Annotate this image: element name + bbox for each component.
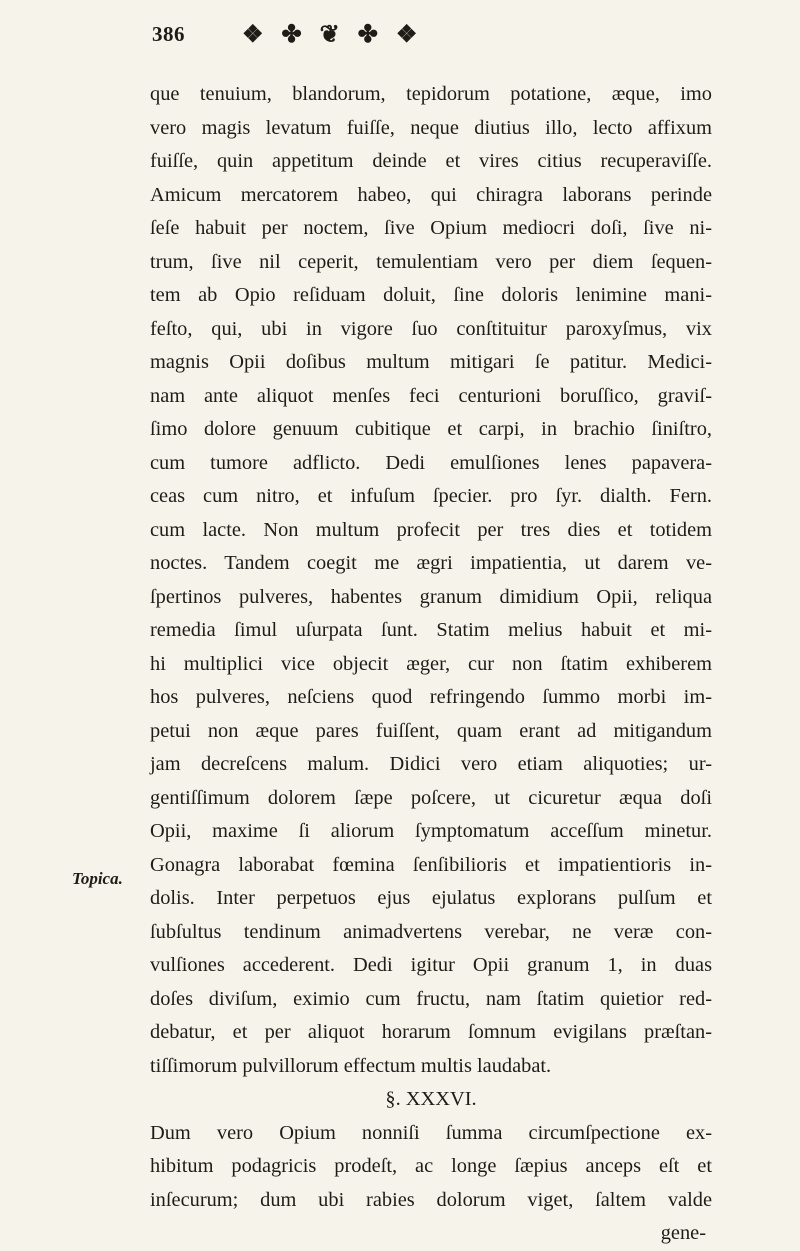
text-line: hibitum podagricis prodeſt, ac longe ſæpius anceps eſt et [150,1155,712,1177]
section-heading: §. XXXVI. [385,1088,477,1110]
text-line: jam decreſcens malum. Didici vero etiam aliquoties; ur- [150,753,712,775]
text-line: ſpertinos pulveres, habentes granum dimidium Opii, reliqua [150,585,712,608]
text-line: ſimo dolore genuum cubitique et carpi, in brachio ſiniſtro, [150,418,712,440]
text-line: Gonagra laborabat fœmina ſenſibilioris et impatientioris in- [150,853,712,876]
text-line: doſes diviſum, eximio cum fructu, nam ſtatim quietior red- [150,987,712,1010]
text-line: Opii, maxime ſi aliorum ſymptomatum acceſſum minetur. [150,820,712,842]
text-line: feſto, qui, ubi in vigore ſuo conſtituitur paroxyſmus, vix [150,317,712,340]
text-line: ceas cum nitro, et infuſum ſpecier. pro ſyr. dialth. Fern. [150,485,712,507]
text-line: petui non æque pares fuiſſent, quam erant ad mitigandum [150,719,712,742]
page-header [152,20,712,54]
text-line: fuiſſe, quin appetitum deinde et vires citius recuperaviſſe. [150,150,712,172]
text-line: cum lacte. Non multum profecit per tres dies et totidem [150,518,712,541]
text-line: hos pulveres, neſciens quod refringendo ſummo morbi im- [150,686,712,708]
text-line: remedia ſimul uſurpata ſunt. Statim melius habuit et mi- [150,619,712,641]
text-line: gentiſſimum dolorem ſæpe poſcere, ut cicuretur æqua doſi [150,786,712,809]
text-line: Amicum mercatorem habeo, qui chiragra laborans perinde [150,183,712,206]
text-line: vero magis levatum fuiſſe, neque diutius illo, lecto affixum [150,116,712,139]
text-line: debatur, et per aliquot horarum ſomnum evigilans præſtan- [150,1021,712,1043]
text-line: Dum vero Opium nonniſi ſumma circumſpectione ex- [150,1121,712,1144]
text-line: cum tumore adflicto. Dedi emulſiones lenes papavera- [150,451,712,474]
text-line: tem ab Opio reſiduam doluit, ſine doloris lenimine mani- [150,284,712,306]
text-line: hi multiplici vice objecit æger, cur non ſtatim exhiberem [150,652,712,675]
text-line: tiſſimorum pulvillorum effectum multis laudabat. [150,1054,552,1077]
text-line: que tenuium, blandorum, tepidorum potatione, æque, imo [150,83,712,105]
text-line: inſecurum; dum ubi rabies dolorum viget, ſaltem valde [150,1188,712,1211]
body-text [150,78,712,1251]
text-line: vulſiones accederent. Dedi igitur Opii granum 1, in duas [150,954,712,976]
header-ornament: ❖ ✤ ❦ ✤ ❖ [242,22,424,48]
text-line: magnis Opii doſibus multum mitigari ſe patitur. Medici- [150,351,712,373]
text-line: ſubſultus tendinum animadvertens verebar, ne veræ con- [150,920,712,943]
text-line: dolis. Inter perpetuos ejus ejulatus explorans pulſum et [150,887,712,909]
catchword: gene- [660,1222,706,1244]
text-line: ſeſe habuit per noctem, ſive Opium mediocri doſi, ſive ni- [150,217,712,239]
page-number: 386 [152,22,185,46]
text-line: nam ante aliquot menſes feci centurioni boruſſico, graviſ- [150,384,712,407]
text-line: trum, ſive nil ceperit, temulentiam vero per diem ſequen- [150,250,712,273]
margin-note: Topica. [72,869,123,888]
text-line: noctes. Tandem coegit me ægri impatientia, ut darem ve- [150,552,712,574]
